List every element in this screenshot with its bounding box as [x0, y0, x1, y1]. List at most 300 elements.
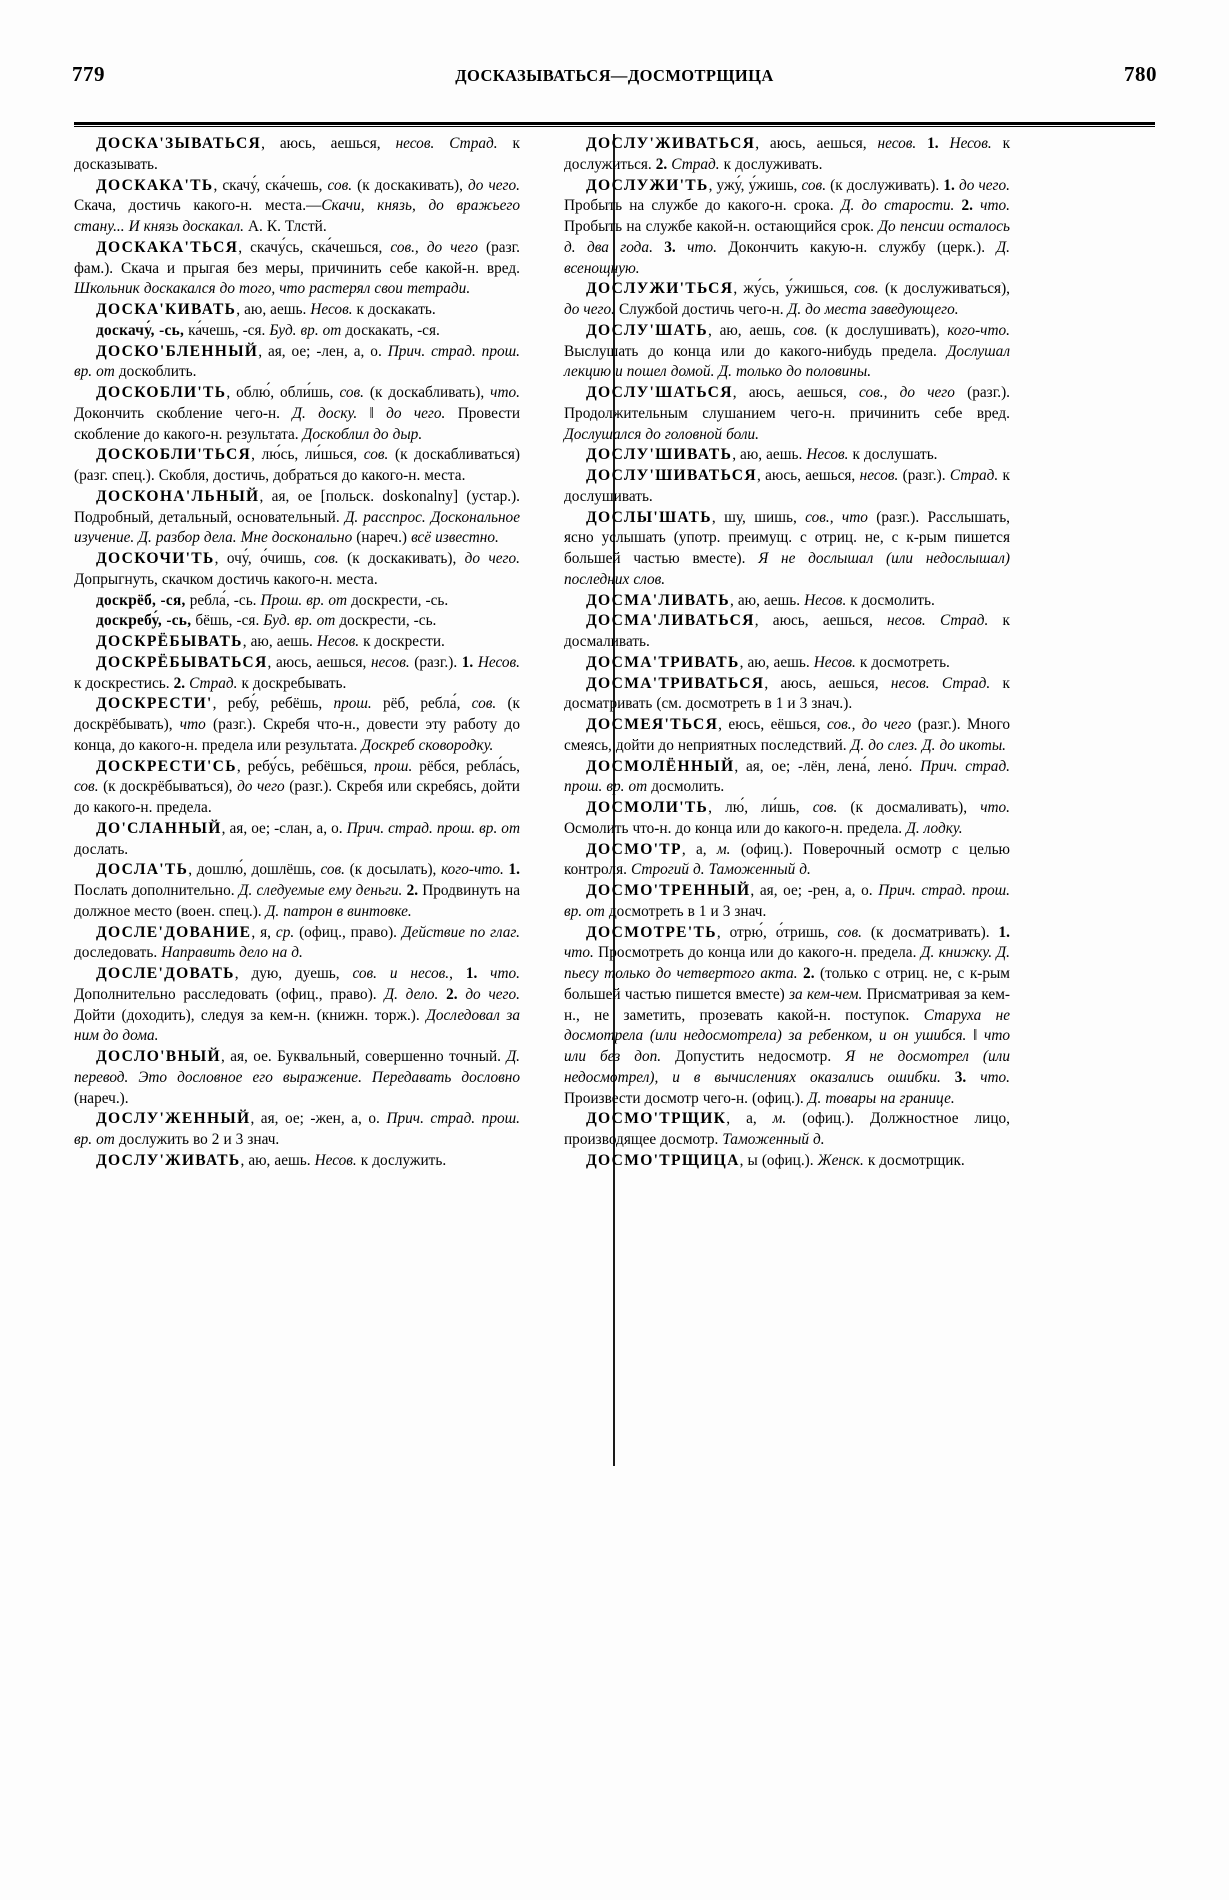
entry-text-roman: (нареч.) — [352, 529, 412, 547]
entry-text-italic: несов. — [890, 674, 930, 692]
entry-headword: ДОСЛУ'ЖИВАТЬ — [96, 1151, 241, 1169]
entry-headword: доскачу́, -сь, — [96, 321, 185, 339]
entry-headword: ДОСМОЛИ'ТЬ — [586, 799, 709, 816]
dictionary-entry — [74, 1047, 520, 1109]
entry-text-italic: сов., что — [805, 508, 868, 526]
entry-headword: ДОСКОЧИ'ТЬ — [96, 550, 215, 567]
entry-text-roman: (к дослуживаться), — [878, 280, 1010, 298]
entry-text-italic: до чего. — [386, 404, 446, 422]
entry-text-italic: сов. — [327, 176, 353, 194]
entry-text-italic: Дослушал лекцию и пошел домой. Д. только до половины. — [564, 342, 1010, 381]
entry-text-roman: , ы — [739, 1151, 762, 1169]
entry-text-italic: кого-что. — [947, 321, 1010, 339]
dictionary-entry — [74, 549, 520, 591]
entry-headword: ДОСЛУ'ШАТЬСЯ — [586, 384, 733, 401]
entry-text-italic: Д. товары на границе. — [807, 1089, 955, 1107]
dictionary-entry — [564, 798, 1010, 840]
entry-text-italic: Страд. — [671, 155, 720, 173]
entry-text-italic: сов. — [854, 280, 879, 298]
entry-headword: ДОСЛУ'ЖЕННЫЙ — [96, 1110, 251, 1128]
entry-text-italic: что. — [687, 238, 717, 256]
entry-text-roman: к досмотрщик. — [863, 1151, 965, 1169]
entry-text-italic: Несов. — [314, 1151, 357, 1169]
entry-text-roman: (к доскрёбывать), — [74, 695, 520, 733]
entry-text-italic: Школьник доскакался до того, что растерял свои тетради. — [74, 280, 471, 298]
entry-text-italic: несов. — [395, 135, 435, 152]
entry-text-bold: 2. — [406, 882, 419, 899]
entry-text-roman: , скачу́сь, ска́чешься, — [238, 238, 391, 256]
entry-text-italic: Прич. страд. прош. вр. от — [74, 1110, 520, 1148]
entry-text-italic: Страд. — [941, 674, 991, 692]
entry-text-italic: Д. до места заведующего. — [787, 301, 959, 318]
entry-text-roman: , дую, дуешь, — [234, 965, 353, 982]
entry-headword: ДОСЛУ'ШИВАТЬСЯ — [586, 467, 757, 484]
entry-text-roman: , аю, аешь. — [739, 653, 814, 671]
entry-text-italic: что. — [490, 965, 520, 982]
entry-headword: ДОСКАКА'ТЬСЯ — [96, 238, 239, 256]
entry-text-italic: м. — [772, 1110, 787, 1128]
entry-text-roman: Провести скобление до какого-н. результата. — [74, 404, 521, 443]
entry-text-bold: 1. — [508, 861, 520, 879]
entry-text-italic: ср. — [275, 923, 295, 941]
entry-text-roman: к дослушать. — [848, 446, 938, 464]
entry-text-roman: ‖ — [357, 404, 387, 422]
entry-text-italic: до чего — [237, 778, 285, 796]
dictionary-entry — [564, 466, 1010, 508]
entry-text-italic: Д. патрон в винтовке. — [265, 902, 412, 920]
entry-text-roman: , еюсь, еёшься, — [718, 716, 828, 733]
entry-text-roman: , а, — [726, 1110, 773, 1128]
dictionary-entry — [564, 445, 1010, 466]
entry-text-roman: ребла́, -сь. — [185, 591, 261, 609]
entry-headword: доскрёб, -ся, — [96, 591, 186, 609]
dictionary-entry — [74, 134, 520, 176]
entry-text-italic: Несов. — [813, 653, 856, 671]
columns-container — [74, 134, 1155, 1172]
entry-text-bold: 2. — [173, 674, 186, 692]
entry-text-italic: Прич. страд. прош. вр. от — [564, 882, 1011, 920]
entry-headword: ДОСКРЕСТИ'СЬ — [96, 757, 237, 775]
entry-text-italic: несов. — [877, 135, 917, 152]
entry-headword: ДОСЛУЖИ'ТЬ — [586, 176, 709, 194]
dictionary-entry — [564, 1109, 1010, 1151]
entry-text-italic: Д. книжку. Д. пьесу только до четвертого акта. — [564, 944, 1010, 982]
entry-text-roman — [653, 239, 664, 256]
entry-text-roman: (разг.). Расслышать, ясно услышать (употр. преимущ. с отриц. не, с к-рым пишется большей частью вместе). — [564, 508, 1010, 567]
entry-text-italic: что. — [490, 384, 520, 401]
entry-text-italic: что — [179, 716, 206, 733]
entry-text-roman: (разг. фам.). Скача и прыгая без меры, причинить себе какой-н. вред. — [74, 238, 520, 277]
entry-text-italic: сов. — [320, 861, 345, 879]
entry-text-roman: , облю́, обли́шь, — [226, 384, 340, 401]
entry-text-roman: (к доскрёбываться), — [98, 778, 238, 796]
dictionary-entry — [74, 445, 520, 487]
dictionary-entry — [74, 321, 520, 342]
entry-text-roman: , лю́, ли́шь, — [708, 799, 813, 816]
entry-text-italic: Дослушался до головной боли. — [564, 425, 760, 443]
entry-text-roman: , аюсь, аешься, — [732, 384, 860, 401]
entry-text-roman: (к досмаливать), — [837, 799, 981, 816]
entry-text-italic: Действие по глаг. — [401, 923, 521, 941]
entry-text-italic: Несов. — [949, 135, 992, 152]
entry-text-italic: Я не досмотрел (или недосмотрел), и в вычислениях оказались ошибки. — [564, 1048, 1010, 1086]
entry-text-roman: , скачу́, ска́чешь, — [213, 176, 328, 194]
entry-text-italic: сов., до чего — [859, 384, 955, 401]
entry-headword: ДОСМО'ТРЩИЦА — [586, 1151, 740, 1169]
entry-text-roman: , отрю́, о́тришь, — [716, 923, 838, 941]
entry-text-italic: несов. — [887, 612, 926, 630]
dictionary-entry — [74, 611, 520, 632]
entry-text-roman: Осмолить что-н. до конца или до какого-н. предела. — [564, 819, 907, 837]
entry-text-roman — [939, 135, 950, 152]
header-rule — [74, 122, 1155, 125]
entry-text-roman: к дослуживать. — [719, 155, 823, 173]
entry-text-roman — [916, 135, 927, 152]
entry-text-italic: до чего. — [464, 550, 520, 567]
entry-text-roman: к досмолить. — [846, 591, 935, 609]
entry-text-roman — [434, 135, 449, 152]
entry-text-italic: Д. следуемые ему деньги. — [238, 882, 403, 899]
entry-text-italic: сов. — [74, 778, 99, 796]
entry-text-italic: Доскоблил до дыр. — [302, 425, 423, 443]
entry-headword: ДО'СЛАННЫЙ — [96, 819, 222, 837]
entry-text-italic: Доследовал за ним до дома. — [74, 1006, 520, 1045]
entry-text-roman: , аюсь, аешься, — [261, 135, 396, 152]
entry-headword: ДОСКА'ЗЫВАТЬСЯ — [96, 135, 262, 152]
entry-text-roman: (к дослушивать), — [817, 321, 948, 339]
entry-text-roman: доскакать, -ся. — [341, 321, 440, 339]
entry-text-roman: (офиц.). Должностное лицо, производящее досмотр. — [564, 1110, 1010, 1148]
entry-text-italic: Буд. вр. от — [269, 321, 342, 339]
entry-text-roman: к досматривать (см. досмотреть в 1 и 3 знач.). — [564, 674, 1010, 713]
entry-text-roman: Допустить недосмотр. — [661, 1048, 846, 1065]
dictionary-entry — [564, 653, 1010, 674]
entry-headword: ДОСМА'ЛИВАТЬСЯ — [586, 612, 755, 630]
entry-text-roman: доскрести, -сь. — [347, 591, 449, 609]
right-column — [564, 134, 1010, 1172]
entry-text-roman: , ая, ое; -жен, а, о. — [250, 1110, 387, 1128]
entry-text-roman: , ая, ое. Буквальный, совершенно точный. — [220, 1048, 507, 1065]
dictionary-entry — [564, 134, 1010, 176]
dictionary-entry — [564, 1151, 1010, 1172]
entry-text-italic: до чего. — [564, 301, 615, 318]
entry-text-italic: Прич. страд. прош. вр. от — [74, 342, 520, 381]
entry-text-roman: Дополнительно расследовать (офиц., право). — [74, 985, 385, 1003]
entry-text-italic: до чего. — [465, 985, 520, 1003]
entry-text-roman: доскрести, -сь. — [335, 612, 437, 630]
entry-text-italic: Страд. — [939, 612, 989, 630]
entry-text-roman: к дослужить. — [356, 1151, 447, 1169]
entry-text-roman: (к дослуживать). — [826, 176, 944, 194]
entry-text-roman: , аюсь, аешься, — [755, 135, 878, 152]
entry-text-italic: Прош. вр. от — [260, 591, 348, 609]
entry-text-bold: 1. — [465, 965, 478, 982]
entry-headword: ДОСЛУ'ЖИВАТЬСЯ — [586, 135, 756, 152]
entry-text-roman: (только с отриц. не, с к-рым большей частью пишется вместе) — [564, 965, 1010, 1003]
entry-headword: ДОСКОБЛИ'ТЬ — [96, 384, 227, 401]
entry-text-bold: 2. — [446, 985, 458, 1003]
entry-text-italic: Несов. — [316, 633, 360, 650]
entry-text-roman: Пробыть на службе до какого-н. срока. — [564, 197, 841, 215]
entry-text-roman: (офиц., право). — [294, 923, 402, 941]
entry-text-roman: (к доскакивать), — [352, 176, 468, 194]
entry-text-roman — [676, 239, 687, 256]
entry-headword: ДОСМО'ТРЕННЫЙ — [586, 882, 751, 899]
entry-headword: ДОСЛУ'ШАТЬ — [586, 321, 709, 339]
entry-text-italic: Страд. — [189, 674, 238, 692]
entry-text-italic: до чего. — [958, 176, 1010, 194]
entry-text-italic: кого-что. — [441, 861, 504, 879]
dictionary-entry — [564, 881, 1010, 923]
entry-text-roman: к доскрестись. — [74, 674, 174, 692]
entry-text-italic: сов., до чего — [390, 238, 478, 256]
entry-text-italic: Строгий д. Таможенный д. — [630, 861, 811, 879]
entry-text-italic: прош. — [373, 757, 413, 775]
entry-text-italic: Таможенный д. — [722, 1131, 825, 1148]
entry-headword: ДОСЛУЖИ'ТЬСЯ — [586, 280, 734, 298]
entry-text-italic: прош. — [333, 695, 372, 713]
dictionary-entry — [74, 1151, 520, 1172]
entry-text-roman: (к доскабливаться) (разг. спец.). Скобля, достичь, добраться до какого-н. места. — [74, 446, 520, 484]
entry-text-roman: Пробыть на службе какой-н. остающийся срок. — [564, 218, 879, 235]
entry-text-roman: доскоблить. — [114, 363, 197, 381]
entry-text-roman: (разг.). Продолжительным слушанием чего-н. причинить себе вред. — [564, 384, 1011, 422]
entry-text-italic: что. — [564, 944, 594, 962]
entry-text-italic: Д. перевод. Это дословное его выражение. Передавать дословно — [74, 1048, 520, 1086]
entry-headword: ДОСМА'ЛИВАТЬ — [586, 591, 730, 609]
entry-headword: ДОСМО'ТРЩИК — [586, 1110, 727, 1128]
entry-text-roman: (нареч.). — [74, 1089, 129, 1107]
entry-text-roman: , я, — [251, 923, 276, 941]
dictionary-entry — [74, 964, 520, 1047]
entry-text-italic: сов. — [471, 695, 497, 713]
entry-text-italic: Буд. вр. от — [263, 612, 336, 630]
dictionary-entry — [564, 840, 1010, 882]
dictionary-entry — [74, 176, 520, 238]
entry-text-roman — [926, 612, 940, 629]
page-number-right: 780 — [1124, 62, 1157, 86]
entry-headword: ДОСЛЫ'ШАТЬ — [586, 508, 712, 526]
entry-text-italic: несов. — [859, 467, 899, 484]
entry-text-italic: что или без доп. — [564, 1027, 1011, 1065]
entry-text-roman: , ребу́сь, ребёшься, — [236, 757, 374, 775]
entry-text-italic: Женск. — [817, 1151, 864, 1169]
running-head — [72, 62, 1157, 92]
dictionary-entry — [564, 923, 1010, 1110]
entry-text-roman: Произвести досмотр чего-н. (офиц.). — [564, 1089, 808, 1107]
dictionary-entry — [564, 757, 1010, 799]
entry-text-italic: Старуха не досмотрела (или недосмотрела) за ребенком, и он ушибся. — [564, 1006, 1010, 1045]
entry-headword: ДОСКО'БЛЕННЫЙ — [96, 342, 259, 360]
entry-text-italic: сов. — [812, 799, 838, 816]
entry-text-roman: Докончить какую-н. службу (церк.). — [716, 238, 997, 256]
dictionary-entry — [74, 383, 520, 445]
dictionary-entry — [74, 653, 520, 695]
entry-text-italic: за кем-чем. — [789, 985, 863, 1003]
entry-text-roman — [941, 1069, 955, 1086]
entry-text-roman: к досмаливать. — [564, 612, 1010, 650]
entry-text-roman: Службой достичь чего-н. — [614, 301, 788, 318]
dictionary-entry — [74, 342, 520, 384]
entry-text-italic: Д. лодку. — [906, 819, 963, 837]
entry-headword: ДОСМОЛЁННЫЙ — [586, 757, 735, 775]
entry-headword: ДОСМА'ТРИВАТЬ — [586, 653, 740, 671]
entry-text-roman: досмотреть в 1 и 3 знач. — [604, 902, 767, 920]
entry-headword: ДОСМОТРЕ'ТЬ — [586, 923, 717, 941]
entry-text-italic: сов. — [339, 384, 364, 401]
entry-text-italic: До пенсии осталось д. два года. — [564, 218, 1010, 256]
entry-text-roman: к доскрести. — [359, 633, 445, 650]
entry-text-roman: (разг.). — [898, 467, 950, 484]
entry-text-roman: , аю, аешь. — [236, 301, 311, 318]
entry-headword: ДОСКА'КИВАТЬ — [96, 301, 237, 318]
entry-text-italic: всё известно. — [411, 529, 499, 547]
entry-text-roman: рёбся, ребла́сь, — [412, 757, 520, 775]
entry-headword: ДОСМО'ТР — [586, 840, 682, 858]
dictionary-entry — [564, 176, 1010, 280]
entry-text-roman: бёшь, -ся. — [191, 612, 264, 630]
entry-text-italic: сов. и несов. — [352, 965, 450, 982]
entry-text-roman: , аюсь, аешься, — [764, 674, 891, 692]
entry-text-roman: к дослужиться. — [564, 135, 1010, 173]
entry-text-roman — [954, 197, 961, 214]
entry-text-roman: к дослушивать. — [564, 467, 1010, 505]
entry-text-italic: Доскреб сковородку. — [361, 736, 494, 754]
entry-text-bold: 1. — [998, 923, 1010, 941]
entry-text-italic: м. — [716, 840, 731, 858]
entry-text-roman: , ая, ое; -лен, а, о. — [258, 342, 388, 360]
entry-text-bold: 2. — [655, 155, 668, 173]
entry-headword: ДОСКРЁБЫВАТЬ — [96, 633, 243, 650]
entry-text-italic: сов. — [837, 923, 862, 941]
entry-text-roman — [438, 986, 446, 1003]
entry-headword: ДОСКРЁБЫВАТЬСЯ — [96, 653, 268, 671]
entry-text-italic: Скачи, князь, до вражьего стану... И князь доскакал. — [74, 197, 521, 235]
entry-text-roman: , лю́сь, ли́шься, — [251, 446, 364, 464]
entry-headword: доскребу́, -сь, — [96, 612, 192, 630]
dictionary-entry — [564, 591, 1010, 612]
entry-text-roman: доследовать. — [74, 944, 162, 962]
entry-text-roman: , аюсь, аешься, — [756, 467, 860, 484]
entry-headword: ДОСМЕЯ'ТЬСЯ — [586, 716, 719, 733]
entry-text-bold: 1. — [943, 176, 955, 194]
entry-headword: ДОСЛЕ'ДОВАТЬ — [96, 965, 235, 982]
entry-text-roman: (разг.). — [409, 653, 462, 671]
entry-text-roman: , ая, ое [польск. doskonalny] (устар.). Подробный, детальный, основательный. — [74, 487, 520, 526]
dictionary-entry — [74, 487, 520, 549]
entry-text-roman: , шу, шишь, — [711, 508, 806, 526]
dictionary-entry — [74, 632, 520, 653]
entry-text-roman: к доскакать. — [352, 301, 436, 318]
entry-text-roman: , а, — [681, 840, 717, 858]
entry-text-italic: сов., до чего — [827, 716, 912, 733]
entry-text-roman: , дошлю́, дошлёшь, — [188, 861, 321, 879]
entry-text-roman: (офиц.). Поверочный осмотр с целью контроля. — [564, 840, 1010, 879]
dictionary-entry — [564, 611, 1010, 653]
entry-text-italic: Направить дело на д. — [161, 944, 303, 962]
entry-text-roman: Просмотреть до конца или до какого-н. предела. — [593, 944, 921, 962]
entry-text-italic: Я не дослышал (или недослышал) последних слов. — [564, 550, 1010, 588]
entry-text-italic: несов. — [370, 653, 410, 671]
entry-text-italic: Страд. — [449, 135, 498, 152]
entry-text-italic: Несов. — [806, 446, 849, 464]
dictionary-entry — [74, 300, 520, 321]
entry-text-roman: Допрыгнуть, скачком достичь какого-н. места. — [74, 570, 378, 588]
entry-text-roman: , аю, аешь. — [240, 1151, 315, 1169]
entry-headword: ДОСЛО'ВНЫЙ — [96, 1048, 221, 1065]
entry-text-italic: Д. до старости. — [840, 197, 955, 215]
entry-text-italic: Д. до слез. Д. до икоты. — [850, 736, 1006, 754]
entry-text-italic: сов. — [793, 321, 818, 339]
dictionary-entry — [564, 321, 1010, 383]
entry-text-bold: 3. — [664, 238, 676, 256]
entry-text-italic: что. — [980, 799, 1011, 816]
entry-text-roman: к досказывать. — [74, 135, 520, 173]
entry-text-italic: Несов. — [477, 653, 520, 671]
dictionary-entry — [74, 1109, 520, 1151]
entry-text-roman: дослать. — [74, 840, 129, 858]
entry-text-bold: 2. — [803, 965, 815, 982]
page-number-left: 779 — [72, 62, 105, 86]
entry-text-roman: досмолить. — [647, 778, 725, 796]
left-column — [74, 134, 520, 1172]
dictionary-entry — [74, 238, 520, 300]
entry-text-roman — [477, 965, 490, 982]
entry-text-roman — [966, 1069, 980, 1086]
entry-text-italic: Д. доску. — [292, 404, 358, 422]
entry-headword: ДОСКОНА'ЛЬНЫЙ — [96, 487, 260, 505]
entry-text-italic: Прич. страд. прош. вр. от — [564, 757, 1011, 796]
entry-text-roman: , аюсь, аешься, — [267, 653, 371, 671]
entry-text-roman: , — [449, 965, 466, 982]
entry-text-roman: ‖ — [966, 1027, 985, 1045]
entry-text-roman: , ая, ое; -лён, лена́, лено́. — [734, 757, 921, 775]
entry-text-roman: , аю, аешь, — [708, 321, 794, 339]
entry-text-italic: сов. — [363, 446, 389, 464]
entry-text-roman: дослужить во 2 и 3 знач. — [114, 1131, 280, 1148]
entry-text-bold: 1. — [927, 135, 939, 152]
entry-text-italic: до чего. — [468, 176, 520, 194]
entry-text-roman: Присматривая за кем-н., не заметить, прозевать какой-н. поступок. — [564, 985, 1010, 1024]
entry-text-roman: к досмотреть. — [855, 653, 950, 671]
dictionary-entry — [74, 923, 520, 965]
entry-text-roman: (к досылать), — [344, 861, 442, 879]
entry-text-italic: Д. дело. — [384, 985, 439, 1003]
entry-text-roman: к доскребывать. — [237, 674, 347, 692]
entry-text-italic: Несов. — [804, 591, 847, 609]
entry-text-roman: (к доскабливать), — [363, 384, 491, 401]
entry-text-roman: (к доскакивать), — [338, 550, 465, 567]
entry-text-italic: что. — [980, 197, 1010, 215]
dictionary-entry — [564, 508, 1010, 591]
entry-text-roman: , аю, аешь. — [242, 633, 317, 650]
dictionary-entry — [564, 383, 1010, 445]
entry-text-roman: , аюсь, аешься, — [754, 612, 888, 630]
entry-text-roman: рёб, ребла́, — [371, 695, 472, 713]
entry-text-roman: Послать дополнительно. — [74, 882, 239, 899]
entry-text-italic: Прич. страд. прош. вр. от — [346, 819, 520, 837]
entry-text-italic: сов. — [801, 176, 827, 194]
entry-text-italic: сов. — [314, 550, 339, 567]
entry-text-bold: 1. — [461, 653, 474, 671]
entry-text-italic: что. — [980, 1068, 1011, 1086]
entry-headword: ДОСКОБЛИ'ТЬСЯ — [96, 446, 252, 464]
entry-text-roman: , ая, ое; -слан, а, о. — [221, 819, 347, 837]
entry-text-roman: (разг.). Скребя или скребясь, дойти до какого-н. предела. — [74, 778, 520, 816]
entry-text-roman: (к досматривать). — [861, 923, 999, 941]
dictionary-entry — [564, 674, 1010, 716]
entry-headword: ДОСЛУ'ШИВАТЬ — [586, 446, 733, 464]
